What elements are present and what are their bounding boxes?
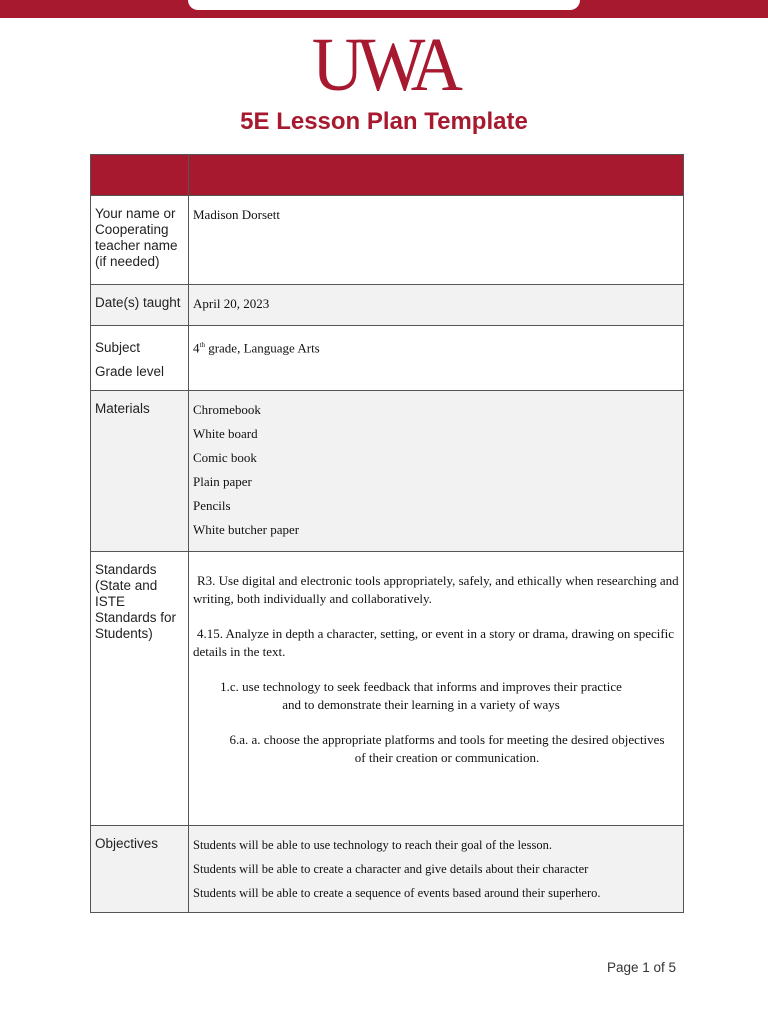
lesson-plan-table <box>90 154 684 913</box>
uwa-logo: UWA <box>311 23 457 107</box>
grade-number: 4 <box>193 340 200 356</box>
material-item: Comic book <box>193 450 257 465</box>
material-item: Chromebook <box>193 402 261 417</box>
objective-item: Students will be able to create a sequence of events based around their superhero. <box>193 886 601 900</box>
header-cell-right <box>189 155 684 196</box>
subject-value <box>189 326 684 391</box>
page-title: 5E Lesson Plan Template <box>240 108 528 135</box>
standard-item: 4.15. Analyze in depth a character, setting, or event in a story or drama, drawing on specific details in the text. <box>193 626 675 659</box>
material-item: White board <box>193 426 258 441</box>
header-cell-left <box>91 155 189 196</box>
standard-item: 6.a. a. choose the appropriate platforms and tools for meeting the desired objectives of their creation or communication. <box>229 732 665 765</box>
table-header-row <box>91 155 684 196</box>
objective-item: Students will be able to create a character and give details about their character <box>193 862 589 876</box>
top-band-notch <box>188 0 580 10</box>
top-brand-band <box>0 0 768 18</box>
objectives-list <box>189 826 684 913</box>
material-item: White butcher paper <box>193 522 300 537</box>
subject-label-cell <box>91 326 189 391</box>
table-row-materials <box>91 391 684 552</box>
name-label: Your name or Cooperating teacher name (if needed) <box>91 196 189 285</box>
material-item: Plain paper <box>193 474 252 489</box>
objectives-label: Objectives <box>91 826 189 913</box>
table-row-name <box>91 196 684 285</box>
table-row-objectives <box>91 826 684 913</box>
materials-list <box>189 391 684 552</box>
table-row-subject <box>91 326 684 391</box>
standard-item: R3. Use digital and electronic tools appropriately, safely, and ethically when researching and writing, both individually and collaboratively. <box>193 573 679 606</box>
date-label: Date(s) taught <box>91 285 189 326</box>
objective-item: Students will be able to use technology to reach their goal of the lesson. <box>193 838 552 852</box>
page-number: Page 1 of 5 <box>607 960 677 975</box>
materials-label: Materials <box>91 391 189 552</box>
grade-level-label: Grade level <box>95 364 165 379</box>
standard-item: 1.c. use technology to seek feedback that informs and improves their practice and to demonstrate their learning in a variety of ways <box>220 679 622 712</box>
grade-suffix: th <box>199 341 205 349</box>
table-row-standards <box>91 552 684 826</box>
name-value: Madison Dorsett <box>189 196 684 285</box>
subject-text: grade, Language Arts <box>204 340 320 356</box>
subject-label: Subject <box>95 340 141 355</box>
standards-list <box>189 552 684 826</box>
table-row-date <box>91 285 684 326</box>
standards-label: Standards (State and ISTE Standards for Students) <box>91 552 189 826</box>
date-value: April 20, 2023 <box>189 285 684 326</box>
material-item: Pencils <box>193 498 231 513</box>
